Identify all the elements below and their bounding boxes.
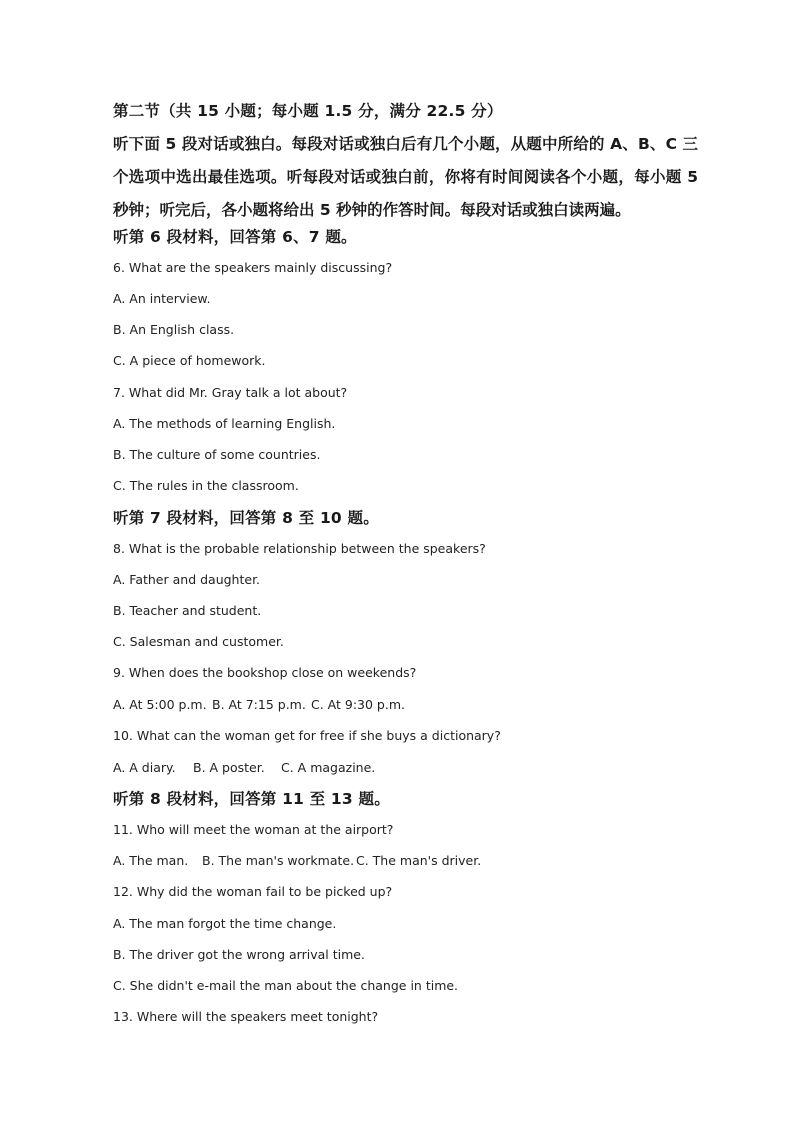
q11-options: [113, 853, 481, 869]
q8-option-c: C. Salesman and customer.: [113, 634, 284, 649]
q12-option-a: A. The man forgot the time change.: [113, 916, 337, 931]
q9-option-b: B. At 7:15 p.m.: [212, 697, 306, 712]
section-title: 第二节（共 15 小题；每小题 1.5 分，满分 22.5 分）: [113, 102, 503, 120]
q10-option-b: B. A poster.: [193, 760, 265, 775]
q9-question: 9. When does the bookshop close on weekends?: [113, 665, 417, 680]
part8-heading: 听第 8 段材料，回答第 11 至 13 题。: [113, 790, 390, 808]
q7-option-c: C. The rules in the classroom.: [113, 478, 299, 493]
part6-heading: 听第 6 段材料，回答第 6、7 题。: [113, 228, 357, 246]
q12-option-b: B. The driver got the wrong arrival time.: [113, 947, 365, 962]
q8-question: 8. What is the probable relationship between the speakers?: [113, 541, 486, 556]
q11-option-c: C. The man's driver.: [356, 853, 482, 868]
q9-options: [113, 697, 405, 713]
q8-option-a: A. Father and daughter.: [113, 572, 261, 587]
q7-option-a: A. The methods of learning English.: [113, 416, 336, 431]
q10-options: [113, 760, 375, 776]
section-instructions: 听下面 5 段对话或独白。每段对话或独白后有几个小题，从题中所给的 A、B、C 三个选项中选出最佳选项。听每段对话或独白前，你将有时间阅读各个小题，每小题 5 秒钟；听完后，各小题将给出 5 秒钟的作答时间。每段对话或独白读两遍。: [113, 135, 698, 219]
q12-option-c: C. She didn't e-mail the man about the change in time.: [113, 978, 459, 993]
q9-option-a: A. At 5:00 p.m.: [113, 697, 207, 712]
q11-option-a: A. The man.: [113, 853, 189, 868]
q6-option-b: B. An English class.: [113, 322, 235, 337]
q10-question: 10. What can the woman get for free if she buys a dictionary?: [113, 728, 501, 743]
q12-question: 12. Why did the woman fail to be picked up?: [113, 884, 393, 899]
q10-option-a: A. A diary.: [113, 760, 176, 775]
q6-option-a: A. An interview.: [113, 291, 211, 306]
q7-option-b: B. The culture of some countries.: [113, 447, 321, 462]
q7-question: 7. What did Mr. Gray talk a lot about?: [113, 385, 348, 400]
part7-heading: 听第 7 段材料，回答第 8 至 10 题。: [113, 509, 379, 527]
q9-option-c: C. At 9:30 p.m.: [311, 697, 405, 712]
q6-option-c: C. A piece of homework.: [113, 353, 266, 368]
q8-option-b: B. Teacher and student.: [113, 603, 262, 618]
q11-question: 11. Who will meet the woman at the airport?: [113, 822, 394, 837]
q11-option-b: B. The man's workmate.: [202, 853, 355, 868]
q10-option-c: C. A magazine.: [281, 760, 376, 775]
q13-question: 13. Where will the speakers meet tonight?: [113, 1009, 379, 1024]
q6-question: 6. What are the speakers mainly discussing?: [113, 260, 393, 275]
